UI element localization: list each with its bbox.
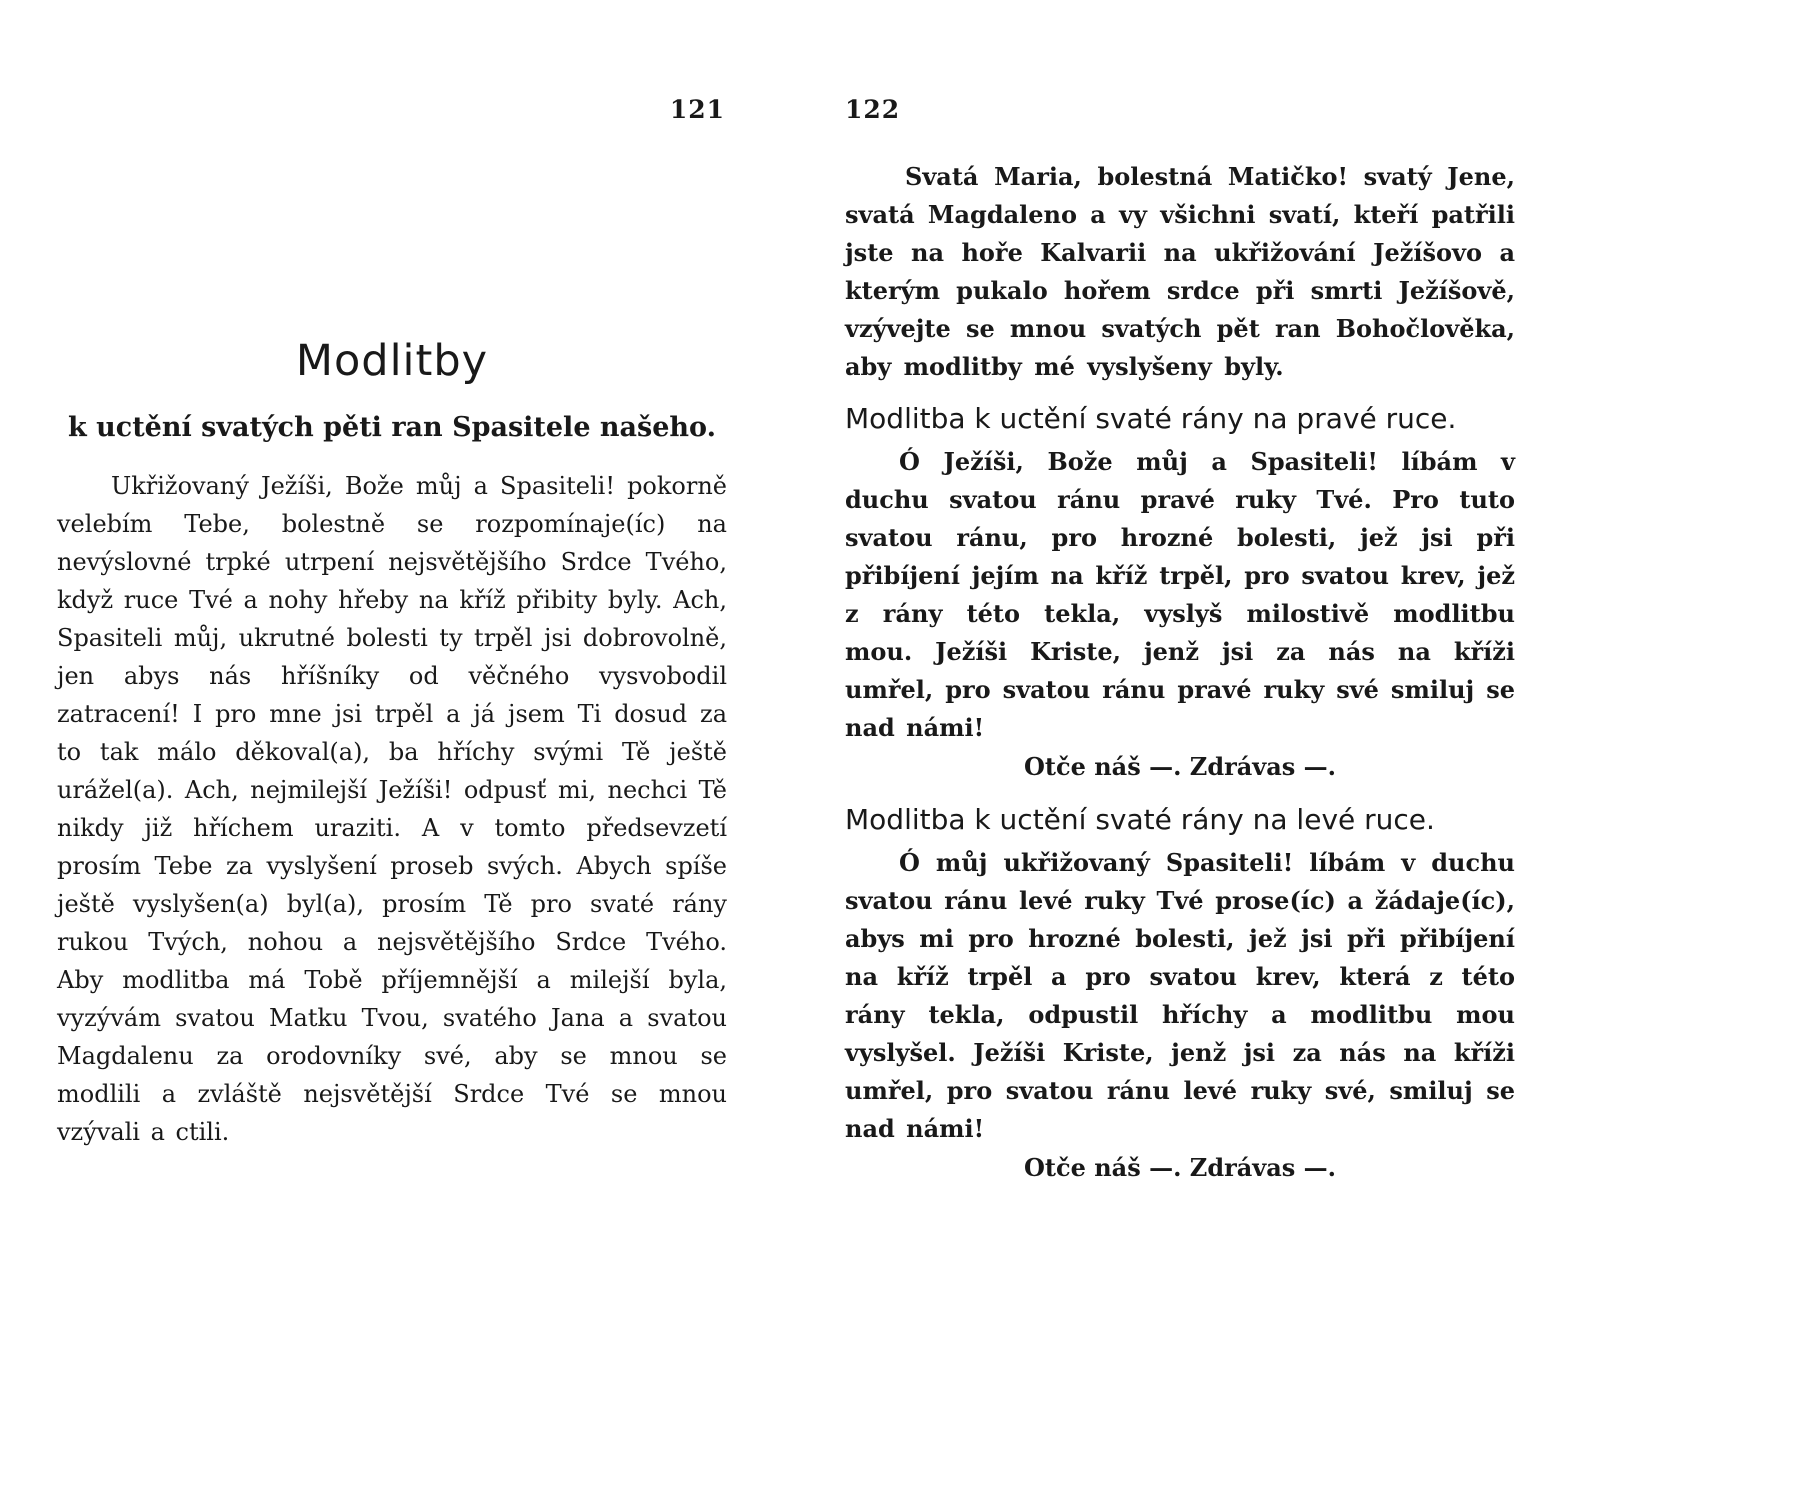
page-number-right: 122	[845, 95, 901, 124]
versicle-left-hand: Otče náš —. Zdrávas —.	[1023, 1153, 1337, 1182]
right-page	[845, 95, 1515, 1188]
section-right-hand	[845, 402, 1515, 787]
versicle-right-hand: Otče náš —. Zdrávas —.	[1023, 752, 1337, 781]
prayer-body-left: Ukřižovaný Ježíši, Bože můj a Spasiteli! pokorně velebím Tebe, bolestně se rozpomínaje(íc) na nevýslovné trpké utrpení nejsvětějšího Srdce Tvého, když ruce Tvé a nohy hřeby na kříž přibity byly. Ach, Spasiteli můj, ukrutné bolesti ty trpěl jsi dobrovolně, jen abys nás hříšníky od věčného vysvobodil zatracení! I pro mne jsi trpěl a já jsem Ti dosud za to tak málo děkoval(a), ba hříchy svými Tě ještě urážel(a). Ach, nejmilejší Ježíši! odpusť mi, nechci Tě nikdy již hříchem uraziti. A v tomto předsevzetí prosím Tebe za vyslyšení proseb svých. Abych spíše ještě vyslyšen(a) byl(a), prosím Tě pro svaté rány rukou Tvých, nohou a nejsvětějšího Srdce Tvého. Aby modlitba má Tobě příjemnější a milejší byla, vyzývám svatou Matku Tvou, svatého Jana a svatou Magdalenu za orodovníky své, aby se mnou se modlili a zvláště nejsvětější Srdce Tvé se mnou vzývali a ctili.	[57, 472, 727, 1146]
section-heading-right-hand: Modlitba k uctění svaté rány na pravé ruce.	[845, 402, 1457, 435]
book-title: Modlitby	[295, 336, 489, 386]
book-subtitle: k uctění svatých pěti ran Spasitele našeho.	[68, 412, 716, 443]
page-number-left: 121	[669, 95, 725, 124]
left-page	[57, 95, 727, 1151]
section-left-hand	[845, 803, 1515, 1188]
section-body-left-hand: Ó můj ukřižovaný Spasiteli! líbám v duchu svatou ránu levé ruky Tvé prose(íc) a žádaje(íc), abys mi pro hrozné bolesti, jež jsi při přibíjení na kříž trpěl a pro svatou krev, která z této rány tekla, odpustil hříchy a modlitbu mou vyslyšel. Ježíši Kriste, jenž jsi za nás na kříži umřel, pro svatou ránu levé ruky své, smiluj se nad námi!	[845, 848, 1515, 1143]
intro-paragraph: Svatá Maria, bolestná Matičko! svatý Jene, svatá Magdaleno a vy všichni svatí, kteří patřili jste na hoře Kalvarii na ukřižování Ježíšovo a kterým pukalo hořem srdce při smrti Ježíšově, vzývejte se mnou svatých pět ran Bohočlověka, aby modlitby mé vyslyšeny byly.	[845, 162, 1515, 381]
section-heading-left-hand: Modlitba k uctění svaté rány na levé ruce.	[845, 803, 1435, 836]
section-body-right-hand: Ó Ježíši, Bože můj a Spasiteli! líbám v duchu svatou ránu pravé ruky Tvé. Pro tuto svatou ránu, pro hrozné bolesti, jež jsi při přibíjení jejím na kříž trpěl, pro svatou krev, jež z rány této tekla, vyslyš milostivě modlitbu mou. Ježíši Kriste, jenž jsi za nás na kříži umřel, pro svatou ránu pravé ruky své smiluj se nad námi!	[845, 447, 1515, 742]
